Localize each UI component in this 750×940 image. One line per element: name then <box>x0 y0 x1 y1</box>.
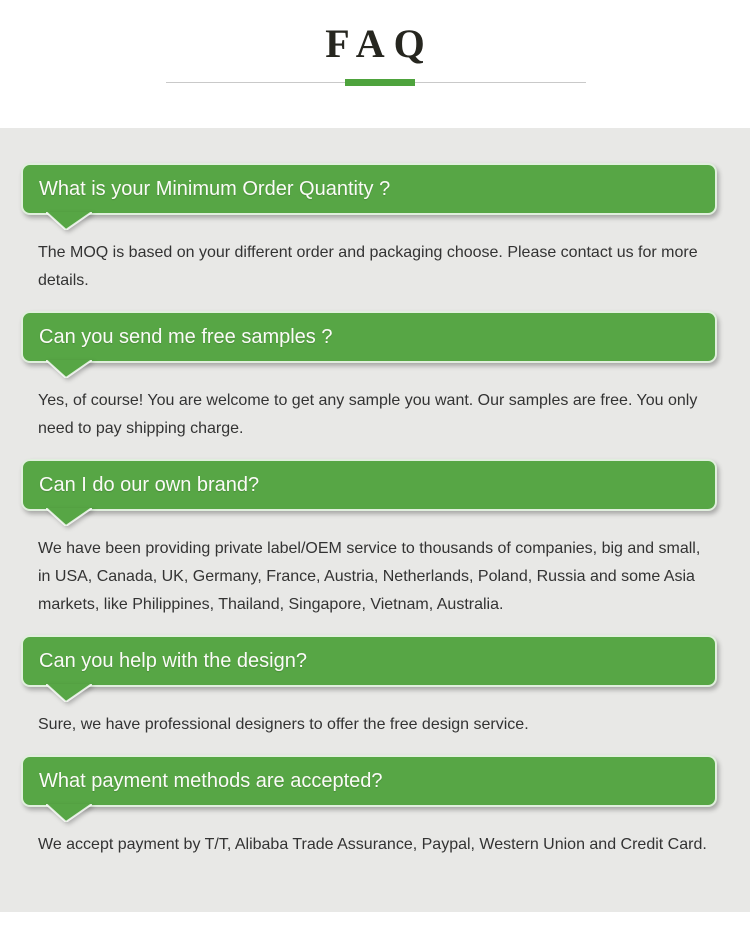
question-text: What payment methods are accepted? <box>39 770 383 792</box>
banner-tail-icon <box>46 508 92 526</box>
faq-header <box>0 0 750 128</box>
question-banner <box>21 163 717 215</box>
question-text: Can you send me free samples ? <box>39 326 333 348</box>
question-banner-tail <box>46 508 92 526</box>
answer-text: Sure, we have professional designers to offer the free design service. <box>38 716 529 733</box>
bottom-white-strip <box>0 912 750 940</box>
question-text: Can you help with the design? <box>39 650 307 672</box>
question-banner-tail <box>46 684 92 702</box>
answer-text: Yes, of course! You are welcome to get any sample you want. Our samples are free. You only need to pay shipping charge. <box>38 392 698 437</box>
banner-tail-icon <box>46 804 92 822</box>
question-banner-tail <box>46 360 92 378</box>
faq-item <box>0 459 750 619</box>
faq-item <box>0 163 750 295</box>
question-text: Can I do our own brand? <box>39 474 260 496</box>
faq-item <box>0 755 750 859</box>
answer-text: We accept payment by T/T, Alibaba Trade Assurance, Paypal, Western Union and Credit Card. <box>38 836 707 853</box>
question-banner <box>21 635 717 687</box>
faq-section <box>0 128 750 912</box>
question-banner-tail <box>46 804 92 822</box>
question-banner-tail <box>46 212 92 230</box>
answer-text: The MOQ is based on your different order and packaging choose. Please contact us for more details. <box>38 244 698 289</box>
question-banner <box>21 311 717 363</box>
title-divider-accent-bar <box>345 79 415 86</box>
question-text: What is your Minimum Order Quantity ? <box>39 178 391 200</box>
question-banner <box>21 755 717 807</box>
faq-item <box>0 635 750 739</box>
page-title: FAQ <box>325 21 434 66</box>
answer-text: We have been providing private label/OEM service to thousands of companies, big and small, in USA, Canada, UK, Germany, France, Austria, Netherlands, Poland, Russia and some Asia markets, like Philippines, Thailand, Singapore, Vietnam, Australia. <box>38 540 701 613</box>
banner-tail-icon <box>46 684 92 702</box>
question-banner <box>21 459 717 511</box>
banner-tail-icon <box>46 212 92 230</box>
banner-tail-icon <box>46 360 92 378</box>
faq-item <box>0 311 750 443</box>
